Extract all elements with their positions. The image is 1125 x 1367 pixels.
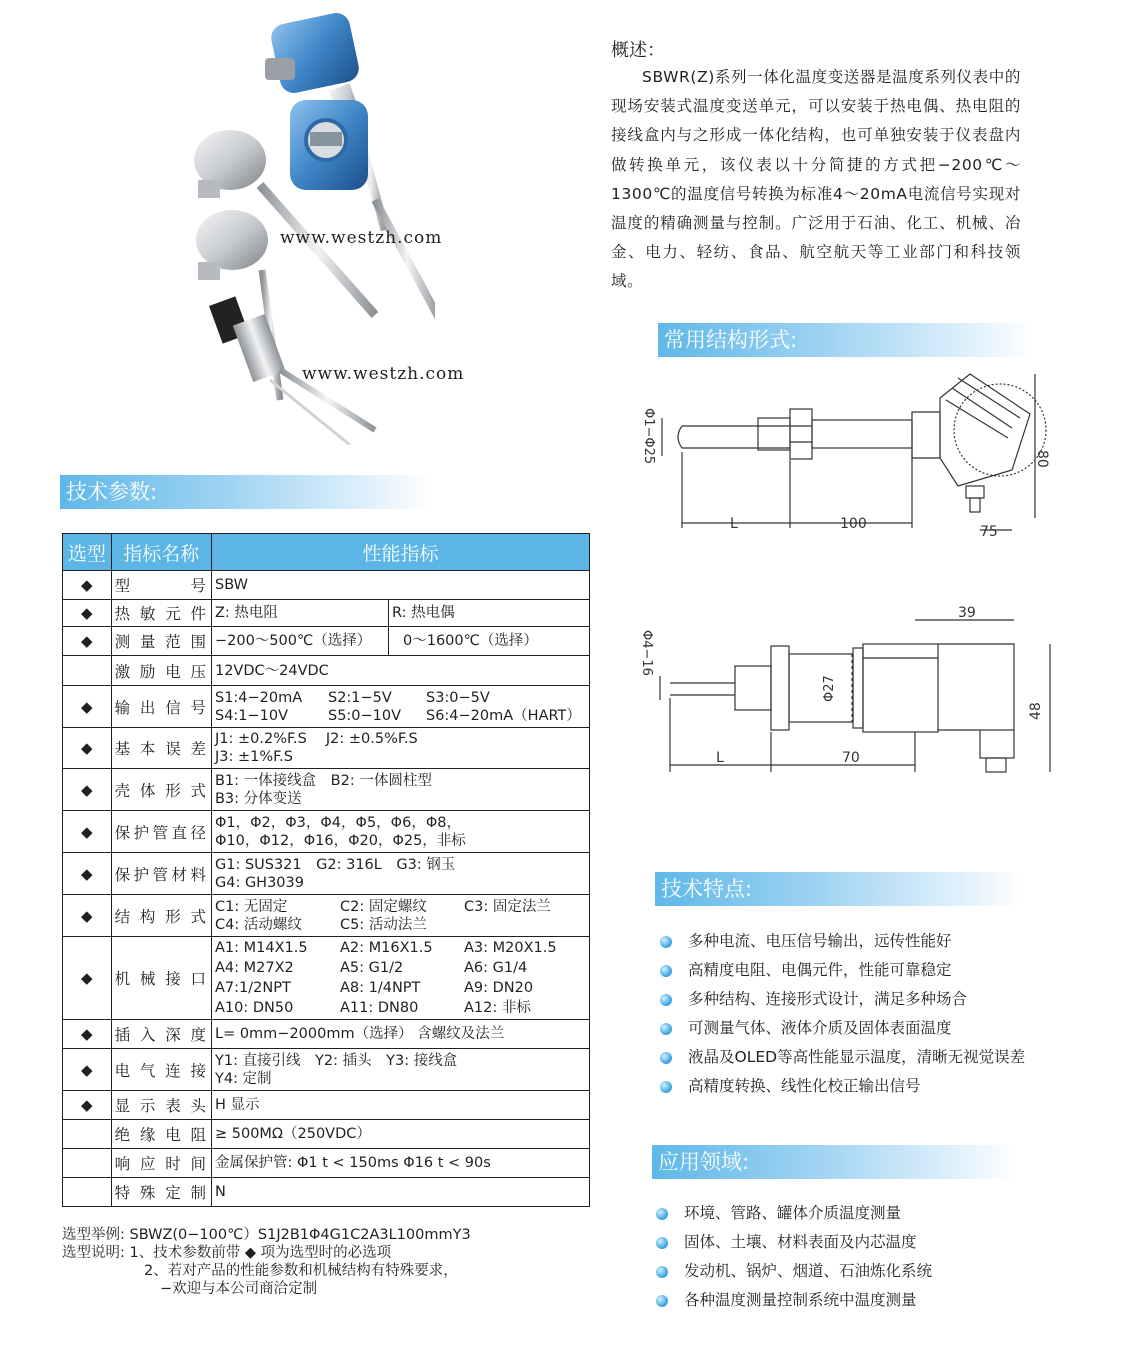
param-value: L= 0mm−2000mm（选择） 含螺纹及法兰 bbox=[211, 1020, 589, 1049]
list-item bbox=[656, 1257, 932, 1286]
param-name: 激励电压 bbox=[111, 656, 211, 686]
required-marker: ◆ bbox=[63, 811, 112, 853]
bullet-icon bbox=[656, 1266, 668, 1278]
param-name: 插入深度 bbox=[111, 1020, 211, 1049]
dim-width: 75 bbox=[980, 524, 998, 540]
table-row bbox=[63, 769, 590, 811]
param-value bbox=[211, 728, 589, 769]
list-item bbox=[656, 1286, 932, 1315]
selection-example: 选型举例: SBWZ(0−100℃）S1J2B1Φ4G1C2A3L100mmY3 bbox=[62, 1227, 471, 1243]
option: C4: 活动螺纹 bbox=[214, 916, 302, 933]
bullet-icon bbox=[660, 1052, 672, 1064]
param-name: 电气连接 bbox=[111, 1049, 211, 1091]
blue-display-transmitter bbox=[290, 100, 435, 320]
value-line: J1: ±0.2%F.S J2: ±0.5%F.S bbox=[214, 731, 418, 747]
overview-body: SBWR(Z)系列一体化温度变送器是温度系列仪表中的现场安装式温度变送单元，可以安装于热电偶、热电阻的接线盒内与之形成一体化结构，也可单独安装于仪表盘内做转换单元，该仪表以十分简捷的方式把−200℃～1300℃的温度信号转换为标准4～20mA电流信号实现对温度的精确测量与控制。广泛用于石油、化工、机械、冶金、电力、轻纺、食品、航空航天等工业部门和科技领域。 bbox=[611, 68, 1021, 291]
param-name: 输出信号 bbox=[111, 686, 211, 728]
section-header-applications: 应用领域: bbox=[652, 1145, 1018, 1179]
value-line: B3: 分体变送 bbox=[214, 790, 302, 807]
param-name: 特殊定制 bbox=[111, 1178, 211, 1207]
param-value: −200～500℃（选择） bbox=[211, 627, 388, 656]
param-value: Z: 热电阻 bbox=[211, 600, 388, 627]
selection-notes bbox=[62, 1226, 471, 1298]
option: A2: M16X1.5 bbox=[339, 940, 433, 956]
required-marker: ◆ bbox=[63, 895, 112, 937]
dim-length: 70 bbox=[842, 750, 860, 766]
table-row bbox=[63, 1049, 590, 1091]
marker-empty bbox=[63, 656, 112, 686]
dim-d27: Φ27 bbox=[822, 675, 837, 702]
value-line: Y1: 直接引线 Y2: 插头 Y3: 接线盒 bbox=[214, 1052, 458, 1069]
table-row bbox=[63, 853, 590, 895]
value-line: Φ10，Φ12，Φ16，Φ20，Φ25，非标 bbox=[214, 832, 466, 849]
list-item bbox=[656, 1199, 932, 1228]
marker-empty bbox=[63, 1149, 112, 1178]
value-line: Φ1，Φ2，Φ3，Φ4，Φ5，Φ6，Φ8， bbox=[214, 814, 461, 831]
application-text: 固体、土壤、材料表面及内芯温度 bbox=[684, 1233, 917, 1251]
section-header-structure: 常用结构形式: bbox=[658, 323, 1034, 357]
param-value: 12VDC～24VDC bbox=[211, 656, 589, 686]
table-row bbox=[63, 571, 590, 600]
param-name: 测量范围 bbox=[111, 627, 211, 656]
param-name: 机械接口 bbox=[111, 937, 211, 1020]
option: A3: M20X1.5 bbox=[463, 940, 557, 956]
list-item bbox=[660, 927, 1025, 956]
watermark-text: www.westzh.com bbox=[280, 228, 443, 248]
param-value: R: 热电偶 bbox=[389, 600, 590, 627]
dim-h48: 48 bbox=[1028, 702, 1044, 720]
param-value bbox=[211, 686, 589, 728]
list-item bbox=[660, 956, 1025, 985]
required-marker: ◆ bbox=[63, 1020, 112, 1049]
list-item bbox=[660, 1072, 1025, 1101]
dim-L: L bbox=[730, 516, 738, 532]
option: S6:4−20mA（HART） bbox=[425, 707, 581, 724]
structure-drawing-1 bbox=[640, 368, 1060, 547]
col-value: 性能指标 bbox=[211, 534, 589, 571]
marker-empty bbox=[63, 1178, 112, 1207]
param-value: H 显示 bbox=[211, 1091, 589, 1120]
option: S2:1−5V bbox=[327, 689, 392, 706]
dim-diameter: Φ1−Φ25 bbox=[641, 408, 656, 465]
bullet-icon bbox=[656, 1208, 668, 1220]
required-marker: ◆ bbox=[63, 686, 112, 728]
table-row bbox=[63, 656, 590, 686]
selection-note-3: −欢迎与本公司商洽定制 bbox=[160, 1281, 318, 1297]
bullet-icon bbox=[660, 994, 672, 1006]
option: A8: 1/4NPT bbox=[339, 980, 421, 996]
table-row bbox=[63, 728, 590, 769]
spec-table bbox=[62, 533, 590, 1207]
param-name: 绝缘电阻 bbox=[111, 1120, 211, 1149]
required-marker: ◆ bbox=[63, 600, 112, 627]
selection-note-1: 选型说明: 1、技术参数前带 ◆ 项为选型时的必选项 bbox=[62, 1245, 392, 1261]
option: A1: M14X1.5 bbox=[214, 940, 308, 956]
option: S1:4−20mA bbox=[214, 689, 303, 706]
dim-length: 100 bbox=[840, 516, 867, 532]
param-name: 显示表头 bbox=[111, 1091, 211, 1120]
param-value bbox=[211, 895, 589, 937]
bullet-icon bbox=[656, 1295, 668, 1307]
required-marker: ◆ bbox=[63, 769, 112, 811]
list-item bbox=[660, 1043, 1025, 1072]
param-value: 金属保护管: Φ1 t < 150ms Φ16 t < 90s bbox=[211, 1149, 589, 1178]
param-name: 保护管直径 bbox=[111, 811, 211, 853]
param-name: 热敏元件 bbox=[111, 600, 211, 627]
option: S5:0−10V bbox=[327, 707, 402, 724]
table-row bbox=[63, 1149, 590, 1178]
applications-list bbox=[656, 1199, 932, 1315]
param-name: 型 号 bbox=[111, 571, 211, 600]
param-value: ≥ 500MΩ（250VDC） bbox=[211, 1120, 589, 1149]
list-item bbox=[660, 985, 1025, 1014]
table-row bbox=[63, 686, 590, 728]
col-name: 指标名称 bbox=[111, 534, 211, 571]
required-marker: ◆ bbox=[63, 1049, 112, 1091]
bullet-icon bbox=[660, 965, 672, 977]
overview-title: 概述： bbox=[611, 40, 665, 61]
dim-L: L bbox=[716, 750, 724, 766]
selection-note-2: 2、若对产品的性能参数和机械结构有特殊要求， bbox=[144, 1263, 458, 1279]
dim-top: 39 bbox=[958, 605, 976, 621]
option: A4: M27X2 bbox=[214, 960, 294, 976]
param-value bbox=[211, 769, 589, 811]
table-row bbox=[63, 627, 590, 656]
param-value bbox=[211, 811, 589, 853]
section-header-features: 技术特点: bbox=[655, 872, 1021, 906]
bullet-icon bbox=[660, 1023, 672, 1035]
option: A9: DN20 bbox=[463, 980, 534, 996]
option: A10: DN50 bbox=[214, 1000, 294, 1016]
param-name: 基本误差 bbox=[111, 728, 211, 769]
feature-text: 多种结构、连接形式设计，满足多种场合 bbox=[688, 990, 968, 1008]
feature-text: 高精度电阻、电偶元件，性能可靠稳定 bbox=[688, 961, 952, 979]
param-name: 壳体形式 bbox=[111, 769, 211, 811]
table-row bbox=[63, 895, 590, 937]
structure-drawing-2 bbox=[640, 600, 1060, 789]
dim-diameter: Φ4−16 bbox=[640, 630, 654, 676]
dim-height: 80 bbox=[1034, 450, 1050, 468]
feature-text: 高精度转换、线性化校正输出信号 bbox=[688, 1077, 921, 1095]
application-text: 各种温度测量控制系统中温度测量 bbox=[684, 1291, 917, 1309]
application-text: 环境、管路、罐体介质温度测量 bbox=[684, 1204, 902, 1222]
bullet-icon bbox=[660, 936, 672, 948]
param-value bbox=[211, 853, 589, 895]
required-marker: ◆ bbox=[63, 728, 112, 769]
option: A12: 非标 bbox=[463, 1000, 531, 1016]
table-row bbox=[63, 811, 590, 853]
table-row bbox=[63, 1178, 590, 1207]
option: S3:0−5V bbox=[425, 689, 490, 706]
option: A11: DN80 bbox=[339, 1000, 419, 1016]
col-select: 选型 bbox=[63, 534, 112, 571]
feature-text: 多种电流、电压信号输出，远传性能好 bbox=[688, 932, 952, 950]
required-marker: ◆ bbox=[63, 937, 112, 1020]
required-marker: ◆ bbox=[63, 571, 112, 600]
option: C5: 活动法兰 bbox=[339, 916, 427, 933]
value-line: G1: SUS321 G2: 316L G3: 钢玉 bbox=[214, 856, 456, 873]
bullet-icon bbox=[656, 1237, 668, 1249]
section-header-specs: 技术参数: bbox=[60, 475, 431, 509]
table-row bbox=[63, 937, 590, 1020]
option: C1: 无固定 bbox=[214, 898, 288, 915]
features-list bbox=[660, 927, 1025, 1101]
option: A7:1/2NPT bbox=[214, 980, 291, 996]
table-row bbox=[63, 600, 590, 627]
required-marker: ◆ bbox=[63, 627, 112, 656]
param-value: N bbox=[211, 1178, 589, 1207]
param-value: 0～1600℃（选择） bbox=[389, 627, 590, 656]
table-header-row bbox=[63, 534, 590, 571]
param-name: 响应时间 bbox=[111, 1149, 211, 1178]
param-value: SBW bbox=[211, 571, 589, 600]
value-line: J3: ±1%F.S bbox=[214, 749, 293, 765]
product-photo bbox=[170, 0, 465, 445]
list-item bbox=[656, 1228, 932, 1257]
option: A5: G1/2 bbox=[339, 960, 404, 976]
value-line: G4: GH3039 bbox=[214, 874, 304, 891]
option: S4:1−10V bbox=[214, 707, 289, 724]
feature-text: 液晶及OLED等高性能显示温度，清晰无视觉误差 bbox=[688, 1048, 1026, 1066]
param-name: 结构形式 bbox=[111, 895, 211, 937]
feature-text: 可测量气体、液体介质及固体表面温度 bbox=[688, 1019, 952, 1037]
table-row bbox=[63, 1120, 590, 1149]
param-name: 保护管材料 bbox=[111, 853, 211, 895]
required-marker: ◆ bbox=[63, 853, 112, 895]
value-line: Y4: 定制 bbox=[214, 1070, 272, 1087]
table-row bbox=[63, 1020, 590, 1049]
option: C2: 固定螺纹 bbox=[339, 898, 427, 915]
list-item bbox=[660, 1014, 1025, 1043]
application-text: 发动机、锅炉、烟道、石油炼化系统 bbox=[684, 1262, 933, 1280]
param-value bbox=[211, 937, 589, 1020]
marker-empty bbox=[63, 1120, 112, 1149]
watermark-text: www.westzh.com bbox=[302, 364, 465, 384]
required-marker: ◆ bbox=[63, 1091, 112, 1120]
value-line: B1: 一体接线盒 B2: 一体圆柱型 bbox=[214, 772, 432, 789]
param-value bbox=[211, 1049, 589, 1091]
bullet-icon bbox=[660, 1081, 672, 1093]
option: A6: G1/4 bbox=[463, 960, 528, 976]
option: C3: 固定法兰 bbox=[463, 898, 551, 915]
table-row bbox=[63, 1091, 590, 1120]
